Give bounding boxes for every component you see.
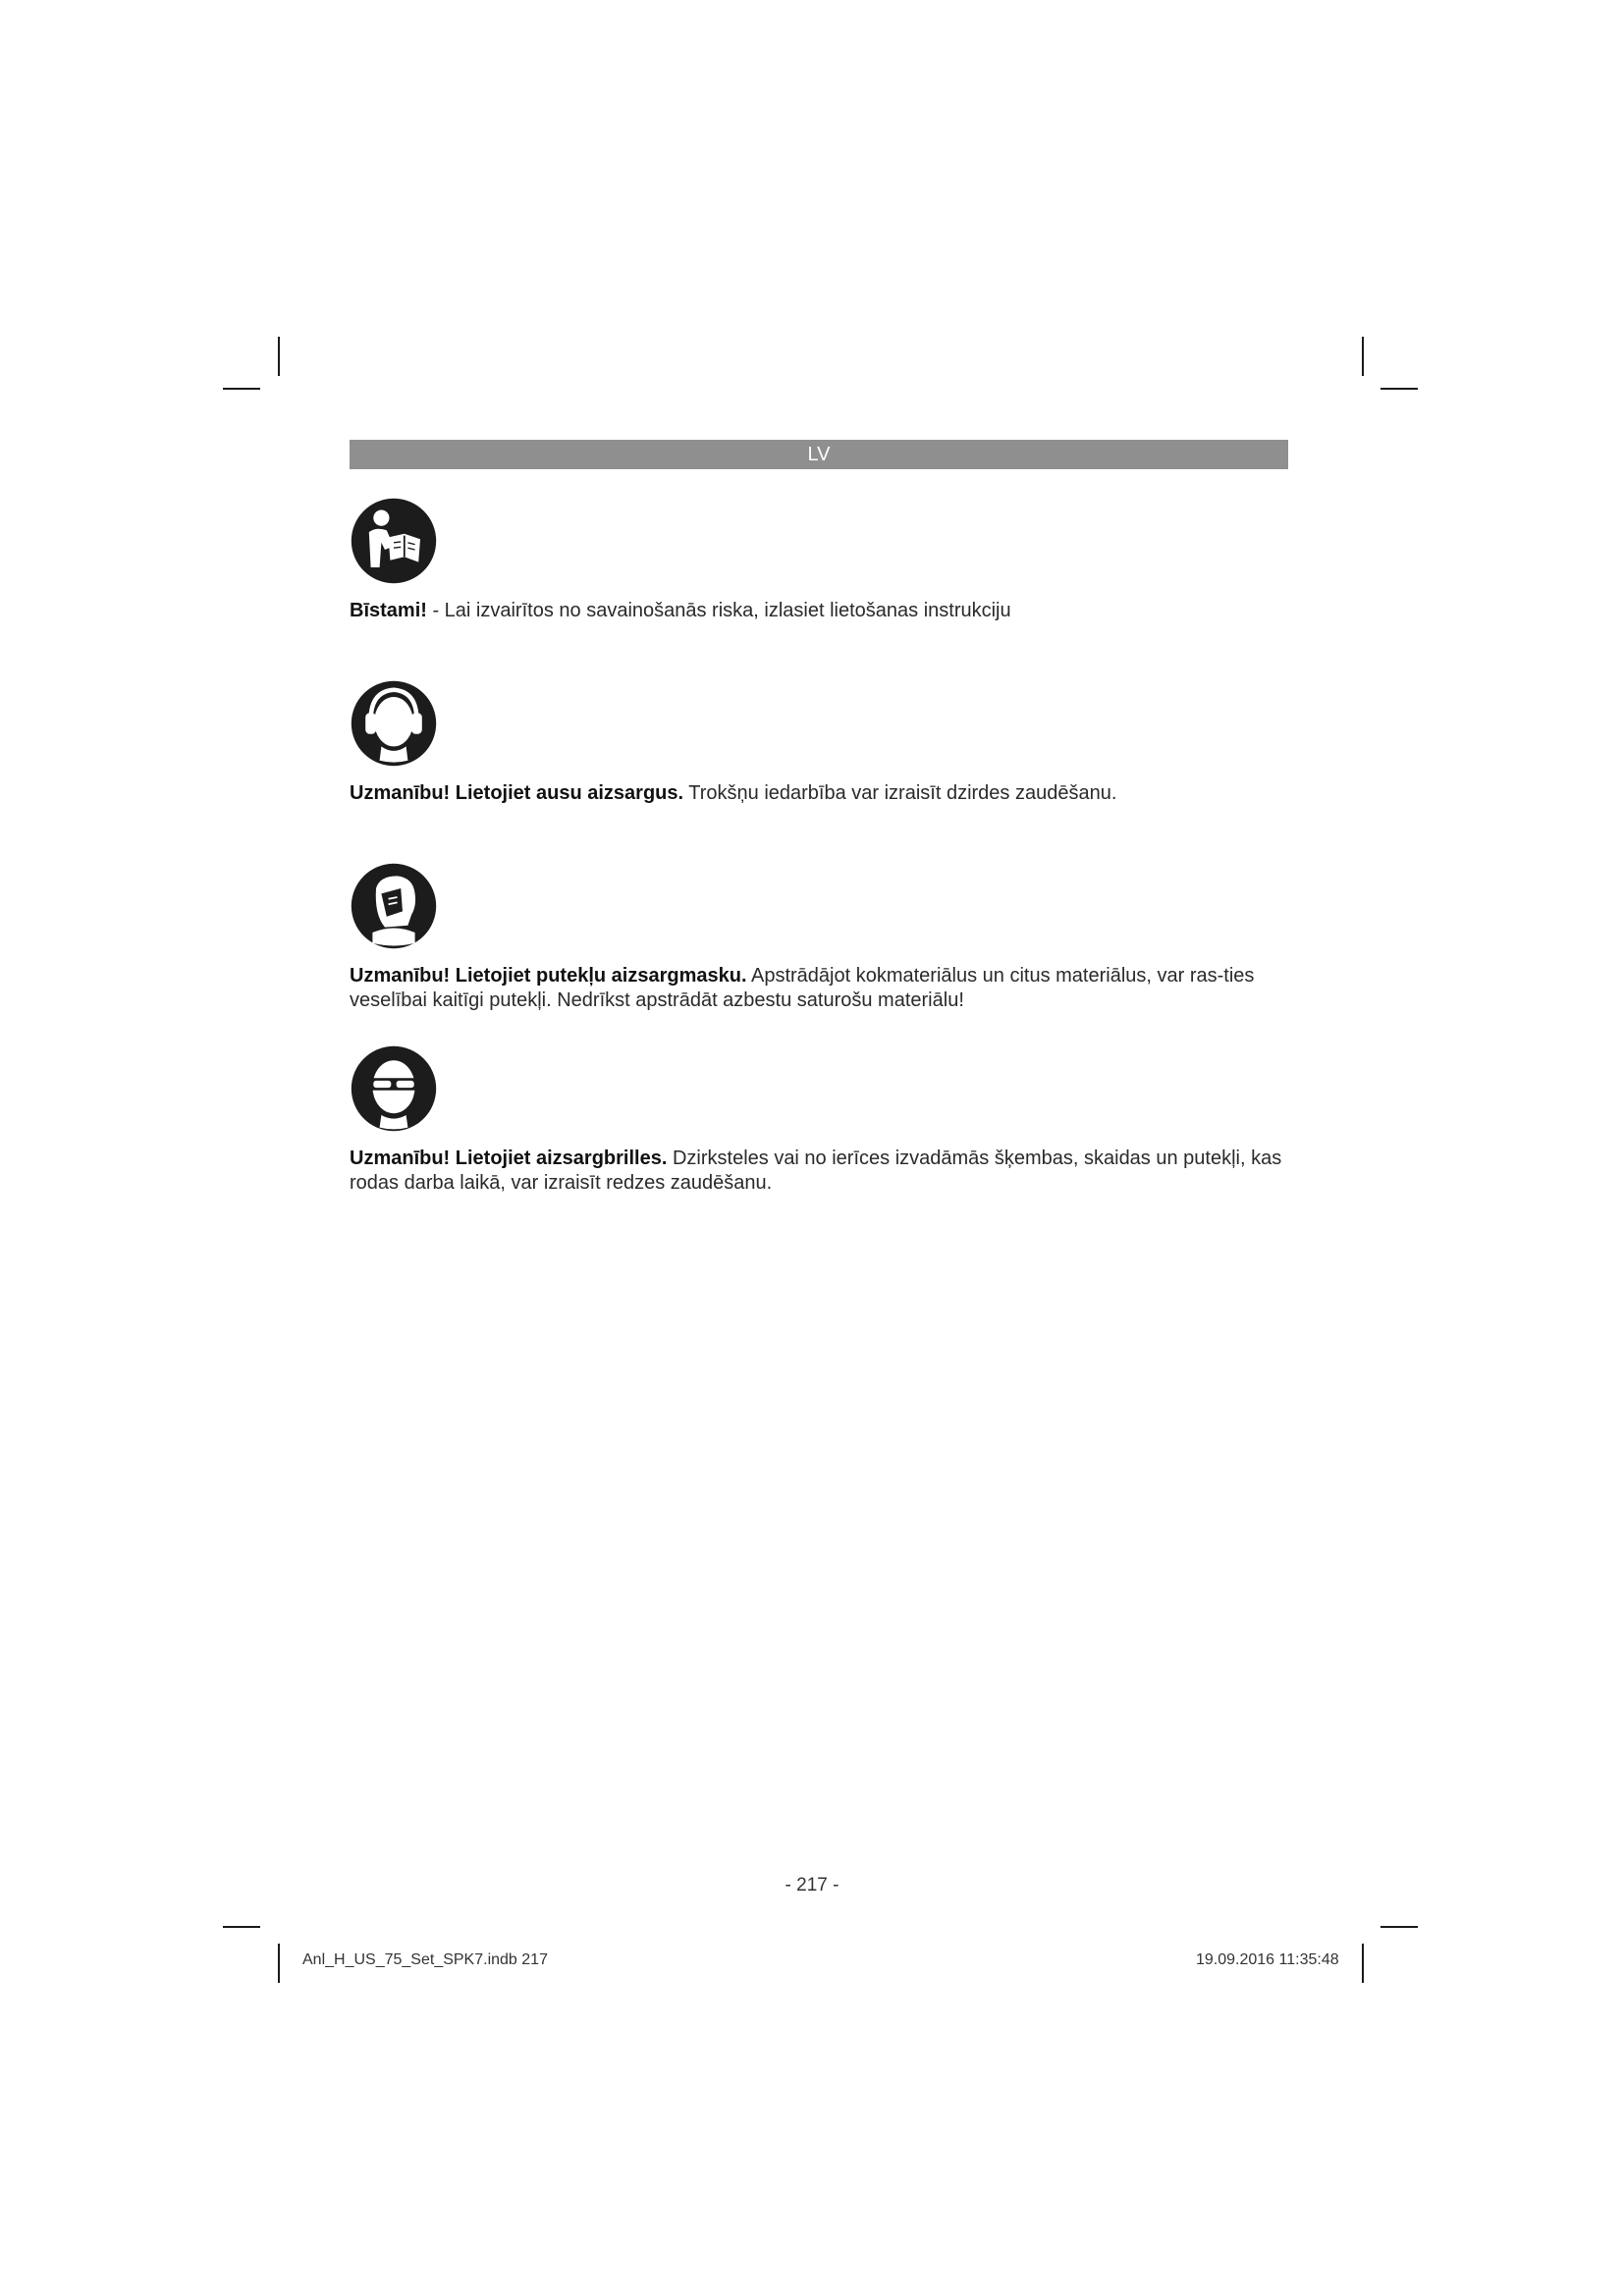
- warning-section-read-manual: [350, 497, 1292, 623]
- language-code: LV: [807, 444, 831, 465]
- warning-text-dust-mask: [350, 964, 1292, 1013]
- footer-file-info: Anl_H_US_75_Set_SPK7.indb 217: [302, 1951, 548, 1968]
- crop-mark-top-right-vertical: [1362, 337, 1364, 376]
- dust-mask-icon: [350, 862, 438, 950]
- crop-mark-bottom-left-vertical: [278, 1944, 280, 1983]
- warning-body: Trokšņu iedarbība var izraisīt dzirdes zaudēšanu.: [683, 782, 1117, 804]
- safety-goggles-icon: [350, 1044, 438, 1133]
- warning-text-read-manual: [350, 599, 1292, 623]
- warning-section-dust-mask: [350, 862, 1292, 1013]
- warning-body: Apstrādājot kokmateriālus un citus materiālus, var ras-ties veselībai kaitīgi putekļi. Nedrīkst apstrādāt azbestu saturošu materiālu!: [350, 965, 1255, 1011]
- warning-section-ear-protection: [350, 679, 1292, 806]
- crop-mark-top-left-horizontal: [223, 388, 260, 390]
- crop-mark-top-right-horizontal: [1380, 388, 1418, 390]
- warning-title: Uzmanību! Lietojiet ausu aizsargus.: [350, 782, 684, 804]
- crop-mark-top-left-vertical: [278, 337, 280, 376]
- warning-title: Uzmanību! Lietojiet putekļu aizsargmasku.: [350, 965, 747, 987]
- crop-mark-bottom-left-horizontal: [223, 1926, 260, 1928]
- warning-body: Dzirksteles vai no ierīces izvadāmās šķembas, skaidas un putekļi, kas rodas darba laikā, var izraisīt redzes zaudēšanu.: [350, 1148, 1282, 1194]
- crop-mark-bottom-right-horizontal: [1380, 1926, 1418, 1928]
- warning-text-safety-goggles: [350, 1147, 1292, 1196]
- warning-section-safety-goggles: [350, 1044, 1292, 1196]
- warning-title: Uzmanību! Lietojiet aizsargbrilles.: [350, 1148, 668, 1169]
- warning-text-ear-protection: [350, 781, 1292, 806]
- read-manual-icon: [350, 497, 438, 585]
- language-header-bar: [350, 440, 1288, 469]
- page-number: - 217 -: [785, 1875, 839, 1896]
- footer-timestamp: 19.09.2016 11:35:48: [1196, 1951, 1339, 1968]
- warning-title: Bīstami!: [350, 600, 427, 621]
- warning-body: - Lai izvairītos no savainošanās riska, izlasiet lietošanas instrukciju: [426, 600, 1011, 621]
- ear-protection-icon: [350, 679, 438, 768]
- crop-mark-bottom-right-vertical: [1362, 1944, 1364, 1983]
